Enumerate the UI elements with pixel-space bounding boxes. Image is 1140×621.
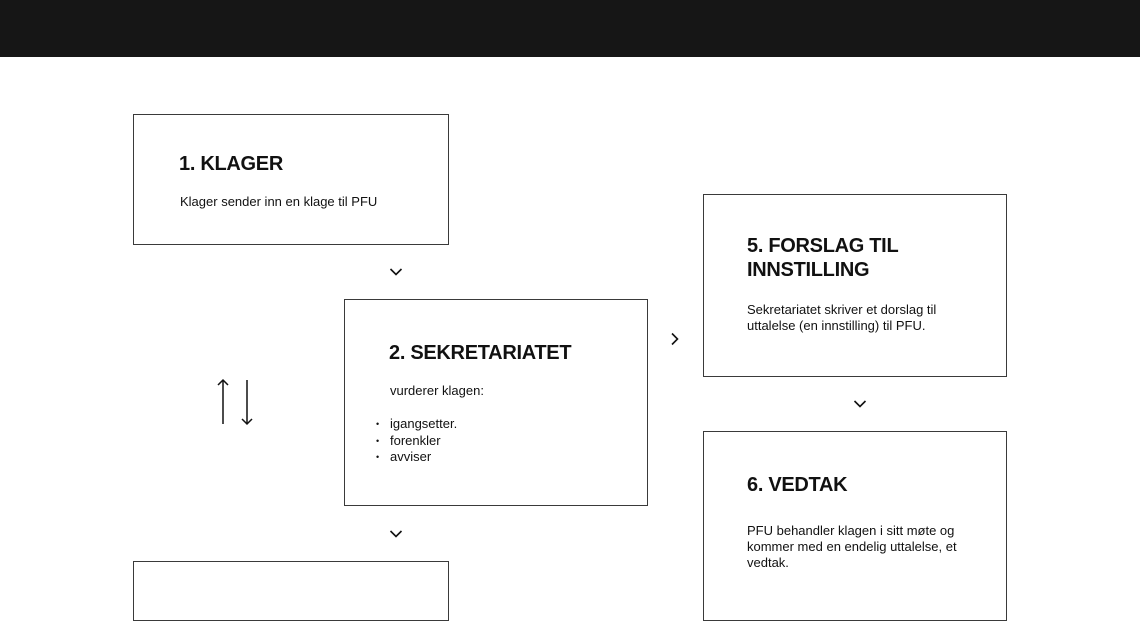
step-6-text: PFU behandler klagen i sitt møte og kommer med en endelig uttalelse, et vedtak. (747, 523, 957, 570)
list-item: • avviser (390, 449, 457, 466)
chevron-down-icon (389, 267, 403, 277)
step-2-list (390, 416, 457, 466)
step-3-box (133, 561, 449, 621)
step-6-box (703, 431, 1007, 621)
step-5-title: 5. FORSLAG TIL INNSTILLING (747, 235, 898, 281)
chevron-down-icon (389, 529, 403, 539)
step-5-box (703, 194, 1007, 377)
step-1-box (133, 114, 449, 245)
step-5-text: Sekretariatet skriver et dorslag til uttalelse (en innstilling) til PFU. (747, 302, 937, 333)
arrow-up-icon (217, 378, 229, 426)
chevron-down-icon (853, 399, 867, 409)
top-bar (0, 0, 1140, 57)
step-2-title: 2. SEKRETARIATET (389, 342, 572, 364)
step-1-text: Klager sender inn en klage til PFU (180, 194, 378, 209)
step-1-title: 1. KLAGER (179, 153, 283, 175)
step-2-box (344, 299, 648, 506)
list-item: • forenkler (390, 433, 457, 450)
step-6-title: 6. VEDTAK (747, 474, 848, 496)
list-item: • igangsetter. (390, 416, 457, 433)
chevron-right-icon (670, 332, 680, 346)
arrow-down-icon (241, 378, 253, 426)
step-2-text: vurderer klagen: (390, 383, 484, 398)
